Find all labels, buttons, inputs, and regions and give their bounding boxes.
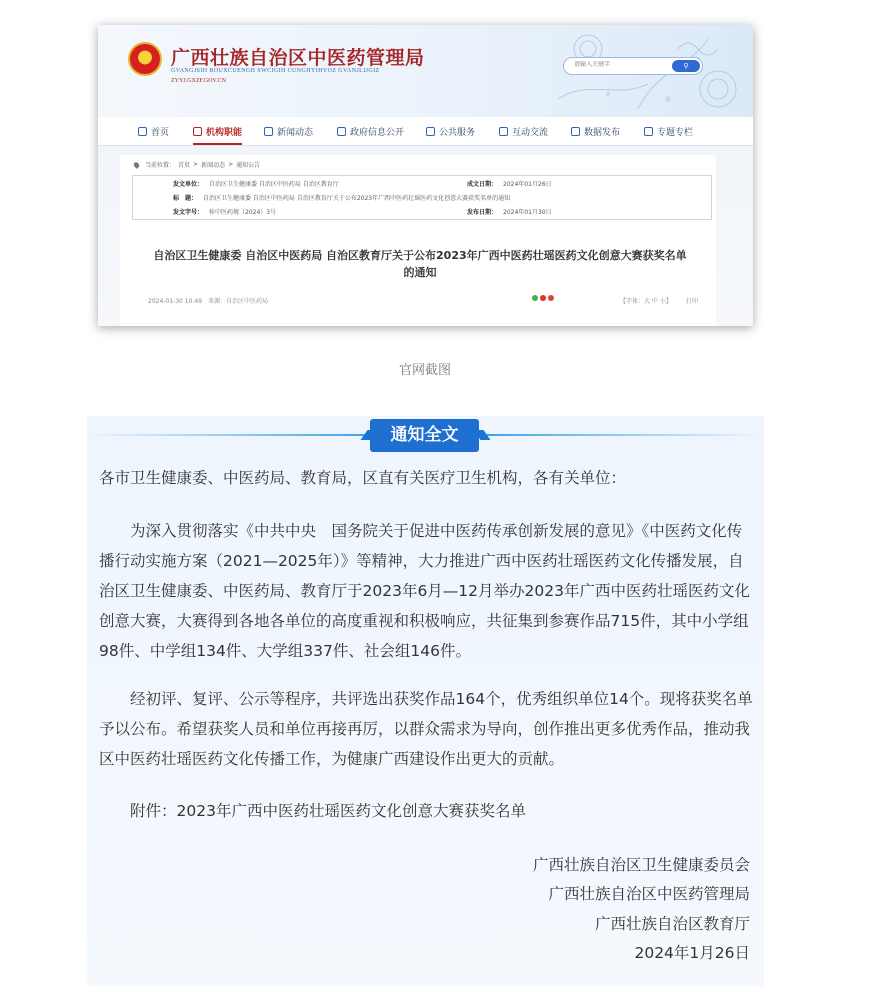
nav-item-label: 专题专栏 xyxy=(657,127,694,138)
print-button[interactable]: 打印 xyxy=(686,298,699,305)
breadcrumb-separator: > xyxy=(228,161,234,168)
site-header xyxy=(98,25,753,117)
share-icons xyxy=(532,295,554,301)
nav-item-label: 互动交流 xyxy=(512,127,549,138)
meta-title xyxy=(173,193,510,202)
wechat-icon[interactable] xyxy=(532,295,538,301)
news-icon xyxy=(264,127,273,136)
breadcrumb xyxy=(134,160,260,169)
chart-icon xyxy=(571,127,580,136)
section-banner: 通知全文 xyxy=(370,419,479,452)
site-url: ZYYJ.GXZF.GOV.CN xyxy=(171,78,226,84)
banner-line-right xyxy=(475,434,764,436)
location-icon xyxy=(133,161,141,169)
nav-item-label: 公共服务 xyxy=(439,127,476,138)
weibo-icon[interactable] xyxy=(540,295,546,301)
nav-item-interaction[interactable] xyxy=(499,117,548,145)
image-caption: 官网截图 xyxy=(398,363,451,378)
meta-date-value: 2024年01月26日 xyxy=(503,181,552,188)
document-icon xyxy=(337,127,346,136)
breadcrumb-separator: > xyxy=(193,161,199,168)
page-body xyxy=(98,146,753,326)
nav-item-label: 数据发布 xyxy=(584,127,621,138)
meta-issuer-value: 自治区卫生健康委 自治区中医药局 自治区教育厅 xyxy=(209,181,339,188)
meta-issuer-label: 发文单位： xyxy=(173,181,204,188)
qzone-icon[interactable] xyxy=(548,295,554,301)
site-title[interactable]: 广西壮族自治区中医药管理局 xyxy=(171,47,425,69)
main-nav xyxy=(98,117,753,146)
meta-docno-label: 发文字号： xyxy=(173,209,204,216)
nav-item-data[interactable] xyxy=(571,117,620,145)
nav-item-label: 政府信息公开 xyxy=(350,127,405,138)
breadcrumb-home[interactable]: 首页 xyxy=(178,162,191,169)
nav-item-topics[interactable] xyxy=(644,117,693,145)
banner-line-left xyxy=(87,434,377,436)
national-emblem-icon xyxy=(128,42,162,76)
breadcrumb-label: 当前位置： xyxy=(145,162,176,169)
document-metadata xyxy=(132,175,712,220)
search-box xyxy=(563,57,703,75)
font-size-control[interactable]: 【字体：大 中 小】 xyxy=(620,298,672,305)
meta-issuer xyxy=(173,179,339,188)
notice-attachment: 附件：2023年广西中医药壮瑶医药文化创意大赛获奖名单 xyxy=(130,802,526,820)
nav-item-label: 新闻动态 xyxy=(277,127,314,138)
nav-item-institution[interactable] xyxy=(193,117,242,145)
search-icon: ⚲ xyxy=(683,62,689,70)
search-button[interactable] xyxy=(672,60,700,72)
meta-docno xyxy=(173,207,276,216)
notice-section xyxy=(87,416,764,986)
heart-icon xyxy=(426,127,435,136)
document-info: 2024-01-30 10:49 来源：自治区中医药局 xyxy=(148,298,269,305)
building-icon xyxy=(193,127,202,136)
nav-item-label: 首页 xyxy=(151,127,170,138)
topic-icon xyxy=(644,127,653,136)
signature-tcm-bureau: 广西壮族自治区中医药管理局 xyxy=(548,885,750,903)
meta-title-label: 标 题： xyxy=(173,195,198,202)
notice-paragraph: 为深入贯彻落实《中共中央 国务院关于促进中医药传承创新发展的意见》《中医药文化传播行动实施方案（2021—2025年）》等精神，大力推进广西中医药壮瑶医药文化传播发展，自治区卫生健康委、中医药局、教育厅于2023年6月—12月举办2023年广西中医药壮瑶医药文化创意大赛，大赛得到各地各单位的高度重视和积极响应，共征集到参赛作品715件，其中小学组98件、中学组134件、大学组337件、社会组146件。 xyxy=(99,522,750,660)
meta-date xyxy=(467,179,552,188)
meta-date-label: 成文日期： xyxy=(467,181,498,188)
notice-salutation: 各市卫生健康委、中医药局、教育局，区直有关医疗卫生机构，各有关单位： xyxy=(99,469,627,487)
home-icon xyxy=(138,127,147,136)
document-title: 自治区卫生健康委 自治区中医药局 自治区教育厅关于公布2023年广西中医药壮瑶医药文化创意大赛获奖名单的通知 xyxy=(153,249,687,279)
nav-item-gov-info[interactable] xyxy=(337,117,404,145)
document-panel xyxy=(120,155,716,326)
notice-paragraph: 经初评、复评、公示等程序，共评选出获奖作品164个，优秀组织单位14个。现将获奖名单予以公布。希望获奖人员和单位再接再厉，以群众需求为导向，创作推出更多优秀作品，推动我区中医药壮瑶医药文化传播工作，为健康广西建设作出更大的贡献。 xyxy=(99,690,753,768)
signature-date: 2024年1月26日 xyxy=(634,944,750,962)
signature-education-dept: 广西壮族自治区教育厅 xyxy=(594,915,750,933)
nav-item-label: 机构职能 xyxy=(206,127,243,138)
meta-pubdate xyxy=(467,207,552,216)
chat-icon xyxy=(499,127,508,136)
breadcrumb-notices[interactable]: 通知公告 xyxy=(236,162,261,169)
website-screenshot xyxy=(98,25,753,326)
meta-docno-value: 桂中医药规（2024）3号 xyxy=(209,209,277,216)
search-input[interactable] xyxy=(574,61,664,68)
meta-title-value: 自治区卫生健康委 自治区中医药局 自治区教育厅关于公布2023年广西中医药壮瑶医药文化创意大赛获奖名单的通知 xyxy=(203,195,511,202)
meta-pubdate-value: 2024年01月30日 xyxy=(503,209,552,216)
nav-item-home[interactable] xyxy=(138,117,169,145)
signature-health-commission: 广西壮族自治区卫生健康委员会 xyxy=(532,856,750,874)
meta-pubdate-label: 发布日期： xyxy=(467,209,498,216)
breadcrumb-news[interactable]: 新闻动态 xyxy=(201,162,226,169)
nav-item-news[interactable] xyxy=(264,117,313,145)
nav-item-public-service[interactable] xyxy=(426,117,475,145)
site-subtitle: GVANGJSIH BOUXCUENGH SWCIGIH CUNGHYIHYOZ GVANJLIJGIZ xyxy=(171,68,380,74)
